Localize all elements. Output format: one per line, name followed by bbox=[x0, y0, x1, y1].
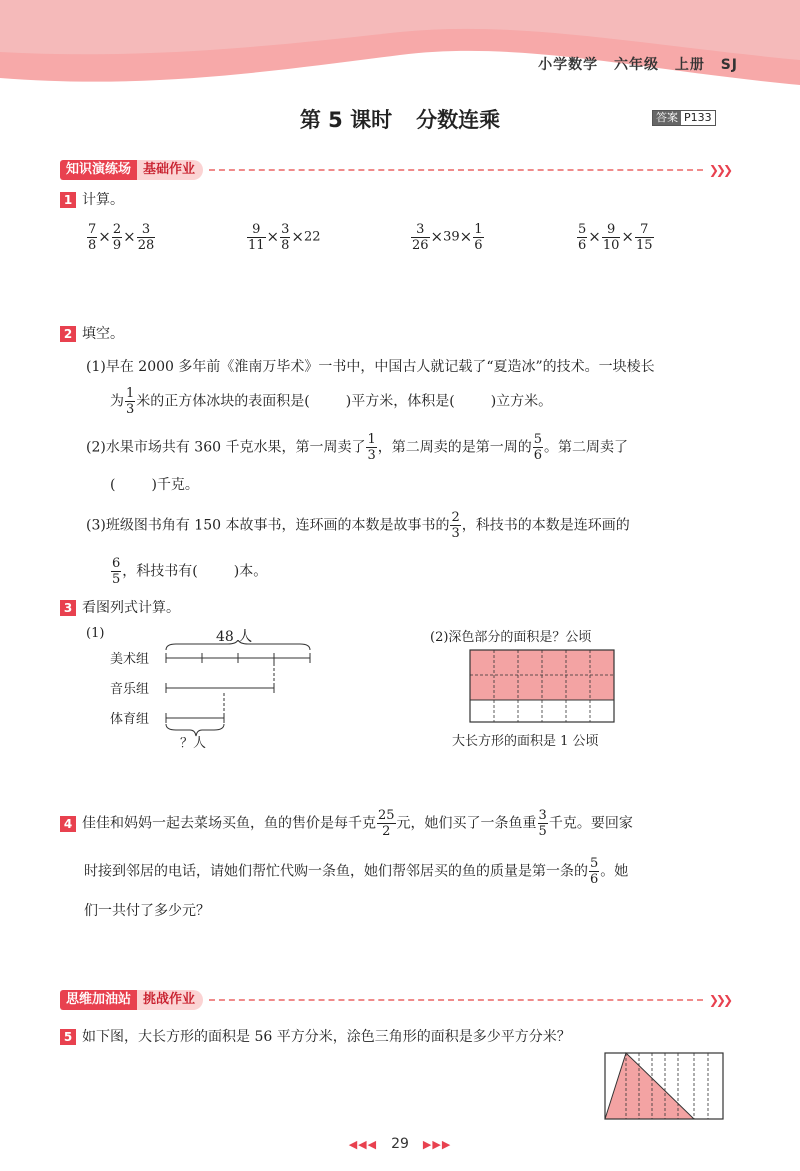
section-tag-primary: 知识演练场 bbox=[60, 160, 137, 180]
question-label: 填空。 bbox=[82, 326, 124, 342]
times-sign: × bbox=[588, 227, 601, 246]
fraction: $\frac{9}{10}$ bbox=[602, 222, 620, 253]
fraction: $\frac{9}{11}$ bbox=[248, 222, 265, 253]
fraction: $\frac{3}{5}$ bbox=[538, 808, 547, 839]
section-basic bbox=[60, 160, 730, 180]
question-label: 看图列式计算。 bbox=[82, 600, 180, 616]
fraction: $\frac{3}{8}$ bbox=[281, 222, 290, 253]
fraction: $\frac{2}{3}$ bbox=[451, 510, 460, 541]
q2-part2-line1: (2)水果市场共有 360 千克水果，第一周卖了 $\frac{1}{3}$ ，第二周卖的是第一周的 $\frac{5}{6}$ 。第二周卖了 bbox=[86, 432, 629, 463]
fraction: $\frac{25}{2}$ bbox=[378, 808, 395, 839]
area-grid-diagram bbox=[468, 648, 618, 724]
section-divider bbox=[209, 999, 703, 1001]
header-edition: SJ bbox=[720, 57, 738, 73]
area-caption: 大长方形的面积是 1 公顷 bbox=[452, 734, 599, 749]
expression-1 bbox=[86, 222, 156, 253]
music-group-label: 音乐组 bbox=[110, 682, 150, 697]
header-grade: 六年级 bbox=[613, 57, 659, 73]
double-chevron-icon: ❯❯❯ bbox=[708, 163, 730, 177]
answer-reference bbox=[652, 110, 716, 126]
expression-3 bbox=[410, 222, 485, 253]
fraction: $\frac{1}{3}$ bbox=[367, 432, 376, 463]
number: 22 bbox=[303, 229, 321, 245]
times-sign: × bbox=[266, 227, 280, 246]
question-number: 2 bbox=[60, 326, 76, 342]
header-info bbox=[538, 54, 738, 74]
page-footer bbox=[0, 1136, 800, 1152]
times-sign: × bbox=[621, 227, 634, 246]
fraction: $\frac{1}{3}$ bbox=[126, 386, 135, 417]
segment-diagram bbox=[160, 640, 320, 740]
next-arrows-icon: ▶▶▶ bbox=[422, 1138, 452, 1151]
total-label: 48 人 bbox=[216, 629, 253, 645]
fraction: $\frac{3}{28}$ bbox=[137, 222, 155, 253]
times-sign: × bbox=[430, 227, 444, 246]
times-sign: × bbox=[123, 227, 136, 246]
question-4-line2: 时接到邻居的电话，请她们帮忙代购一条鱼，她们帮邻居买的鱼的质量是第一条的 $\frac{5}{6}$ 。她 bbox=[84, 856, 629, 887]
prev-arrows-icon: ◀◀◀ bbox=[348, 1138, 378, 1151]
question-1 bbox=[60, 190, 124, 210]
page-number: 29 bbox=[391, 1136, 409, 1152]
section-challenge bbox=[60, 990, 730, 1010]
fraction: $\frac{5}{6}$ bbox=[533, 432, 543, 463]
times-sign: × bbox=[291, 227, 304, 246]
q2-part3-line1: (3)班级图书角有 150 本故事书，连环画的本数是故事书的 $\frac{2}{3}$ ，科技书的本数是连环画的 bbox=[86, 510, 630, 541]
header-subject: 小学数学 bbox=[538, 57, 599, 73]
question-label: 计算。 bbox=[82, 192, 124, 208]
double-chevron-icon: ❯❯❯ bbox=[708, 993, 730, 1007]
question-5: 5 如下图，大长方形的面积是 56 平方分米，涂色三角形的面积是多少平方分米？ bbox=[60, 1026, 571, 1046]
fraction: $\frac{5}{6}$ bbox=[578, 222, 587, 253]
question-4-line1: 4 佳佳和妈妈一起去菜场买鱼，鱼的售价是每千克 $\frac{25}{2}$ 元，她们买了一条鱼重 $\frac{3}{5}$ 千克。要回家 bbox=[60, 808, 633, 839]
section-tag-primary: 思维加油站 bbox=[60, 990, 137, 1010]
number: 39 bbox=[443, 229, 460, 245]
question-3 bbox=[60, 598, 180, 618]
q2-part3-line2: $\frac{6}{5}$ ，科技书有( )本。 bbox=[112, 556, 268, 587]
section-tag-secondary: 基础作业 bbox=[137, 160, 203, 180]
question-number: 3 bbox=[60, 600, 76, 616]
art-group-label: 美术组 bbox=[110, 652, 150, 667]
header-volume: 上册 bbox=[674, 57, 705, 73]
question-number: 1 bbox=[60, 192, 76, 208]
question-number: 4 bbox=[60, 816, 76, 832]
question-2 bbox=[60, 324, 124, 344]
q3-part1-label: (1) bbox=[86, 626, 105, 641]
question-4-line3: 们一共付了多少元？ bbox=[84, 903, 210, 919]
lesson-number: 第 5 课时 bbox=[299, 108, 393, 132]
pe-group-label: 体育组 bbox=[110, 712, 150, 727]
answer-page: P133 bbox=[684, 111, 712, 124]
question-number: 5 bbox=[60, 1029, 76, 1045]
times-sign: × bbox=[98, 227, 111, 246]
q2-part2-line2: ( )千克。 bbox=[110, 477, 199, 493]
fraction: $\frac{7}{8}$ bbox=[88, 222, 97, 253]
expression-2 bbox=[246, 222, 321, 253]
section-tag-secondary: 挑战作业 bbox=[137, 990, 203, 1010]
q2-part1-line1: (1)早在 2000 多年前《淮南万毕术》一书中，中国古人就记载了“夏造冰”的技术。一块棱长 bbox=[86, 359, 655, 375]
answer-label: 答案 bbox=[653, 111, 681, 125]
q3-part2-label: (2)深色部分的面积是？公顷 bbox=[430, 630, 592, 645]
header-banner bbox=[0, 0, 800, 90]
times-sign: × bbox=[459, 227, 473, 246]
fraction: $\frac{7}{15}$ bbox=[635, 222, 653, 253]
unknown-label: ？人 bbox=[180, 736, 207, 751]
fraction: $\frac{1}{6}$ bbox=[474, 222, 483, 253]
lesson-topic: 分数连乘 bbox=[416, 108, 501, 132]
section-divider bbox=[209, 169, 703, 171]
expression-4 bbox=[576, 222, 655, 253]
fraction: $\frac{3}{26}$ bbox=[412, 222, 429, 253]
fraction: $\frac{2}{9}$ bbox=[112, 222, 122, 253]
fraction: $\frac{6}{5}$ bbox=[112, 556, 121, 587]
q2-part1-line2: 为 $\frac{1}{3}$ 米的正方体冰块的表面积是( )平方米，体积是( )立方米。 bbox=[110, 386, 553, 417]
triangle-diagram bbox=[602, 1050, 726, 1122]
fraction: $\frac{5}{6}$ bbox=[590, 856, 599, 887]
